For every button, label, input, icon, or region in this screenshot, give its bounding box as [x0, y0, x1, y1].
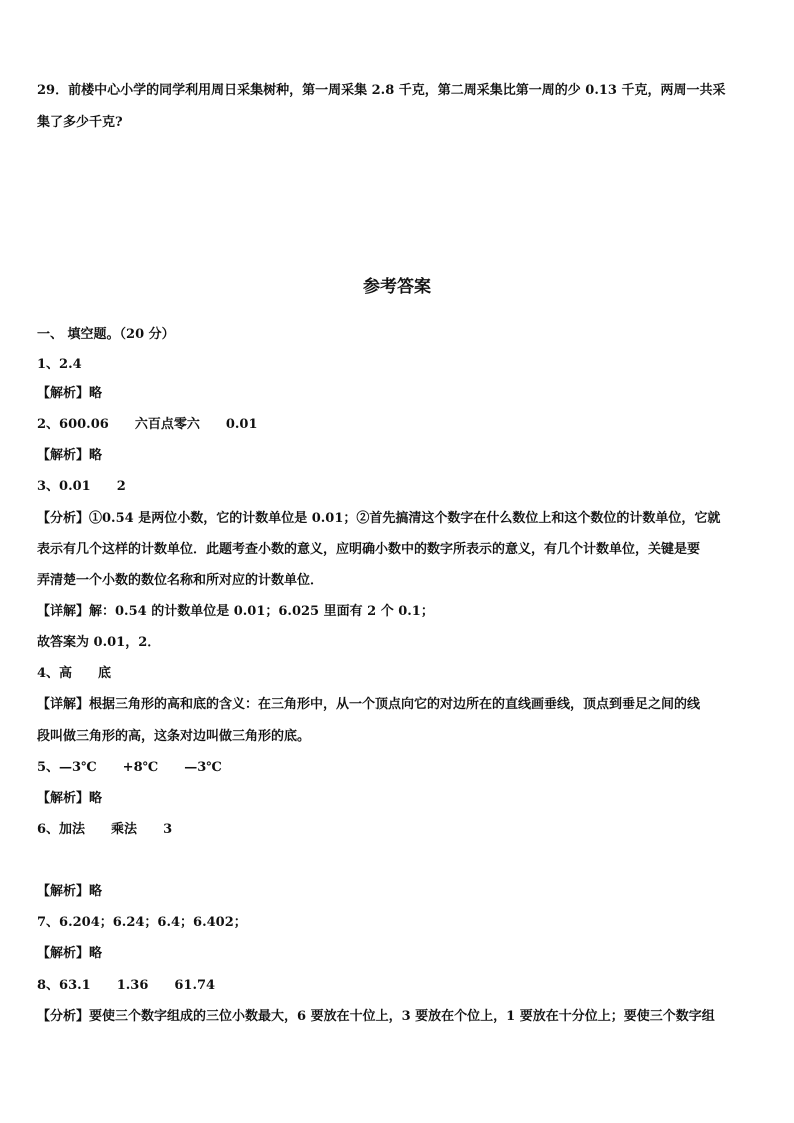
answer-2-part-2: 0.01 [225, 417, 258, 432]
answer-5-note: 【解析】略 [37, 791, 103, 806]
answer-7-note: 【解析】略 [37, 946, 103, 961]
answer-8-value: 8、63.1 [37, 978, 91, 993]
answer-5-part-1: +8℃ [122, 760, 159, 775]
answer-2-part-1: 六百点零六 [134, 417, 200, 432]
answer-4-detail-1: 【详解】根据三角形的高和底的含义：在三角形中，从一个顶点向它的对边所在的直线画垂线，顶点到垂足之间的线 [37, 697, 701, 712]
answer-7: 7、6.204；6.24；6.4；6.402； [37, 915, 247, 930]
answer-3-conclusion: 故答案为 0.01，2． [37, 635, 161, 650]
answer-8 [37, 978, 215, 994]
answer-8-analysis-1: 【分析】要使三个数字组成的三位小数最大，6 要放在十位上，3 要放在个位上，1 要放在十分位上；要使三个数字组 [37, 1009, 715, 1024]
answer-2-note: 【解析】略 [37, 448, 103, 463]
answer-4-detail-2: 段叫做三角形的高，这条对边叫做三角形的底。 [37, 729, 311, 744]
answer-3-value: 3、0.01 [37, 479, 91, 494]
section-heading: 一、 填空题。（20 分） [37, 327, 175, 342]
answer-6 [37, 822, 172, 838]
answer-2 [37, 417, 258, 433]
answers-title: 参考答案 [363, 277, 431, 297]
answer-5 [37, 760, 222, 776]
answer-3-analysis-1: 【分析】①0.54 是两位小数，它的计数单位是 0.01；②首先搞清这个数字在什么数位上和这个数位的计数单位，它就 [37, 511, 721, 526]
answer-1-note: 【解析】略 [37, 386, 103, 401]
answer-4 [37, 666, 111, 682]
answer-6-note: 【解析】略 [37, 884, 103, 899]
answer-1: 1、2.4 [37, 357, 82, 372]
answer-5-value: 5、—3℃ [37, 760, 97, 775]
question-29-line-2: 集了多少千克? [37, 115, 123, 130]
question-29-line-1: 29．前楼中心小学的同学利用周日采集树种，第一周采集 2.8 千克，第二周采集比第一周的少 0.13 千克，两周一共采 [37, 83, 726, 98]
answer-3-analysis-3: 弄清楚一个小数的数位名称和所对应的计数单位． [37, 573, 324, 588]
answer-3-part-1: 2 [116, 479, 126, 494]
answer-8-part-1: 1.36 [116, 978, 149, 993]
answer-5-part-2: —3℃ [184, 760, 222, 775]
answer-4-value: 4、高 [37, 666, 73, 681]
answer-2-value: 2、600.06 [37, 417, 109, 432]
answer-4-part-1: 底 [98, 666, 112, 681]
answer-6-part-2: 3 [163, 822, 173, 837]
answer-3-detail: 【详解】解：0.54 的计数单位是 0.01；6.025 里面有 2 个 0.1； [37, 604, 434, 619]
answer-3-analysis-2: 表示有几个这样的计数单位．此题考查小数的意义，应明确小数中的数字所表示的意义，有几个计数单位，关键是要 [37, 542, 701, 557]
answer-6-part-1: 乘法 [111, 822, 138, 837]
answer-8-part-2: 61.74 [174, 978, 216, 993]
answer-3 [37, 479, 126, 495]
answer-6-value: 6、加法 [37, 822, 86, 837]
